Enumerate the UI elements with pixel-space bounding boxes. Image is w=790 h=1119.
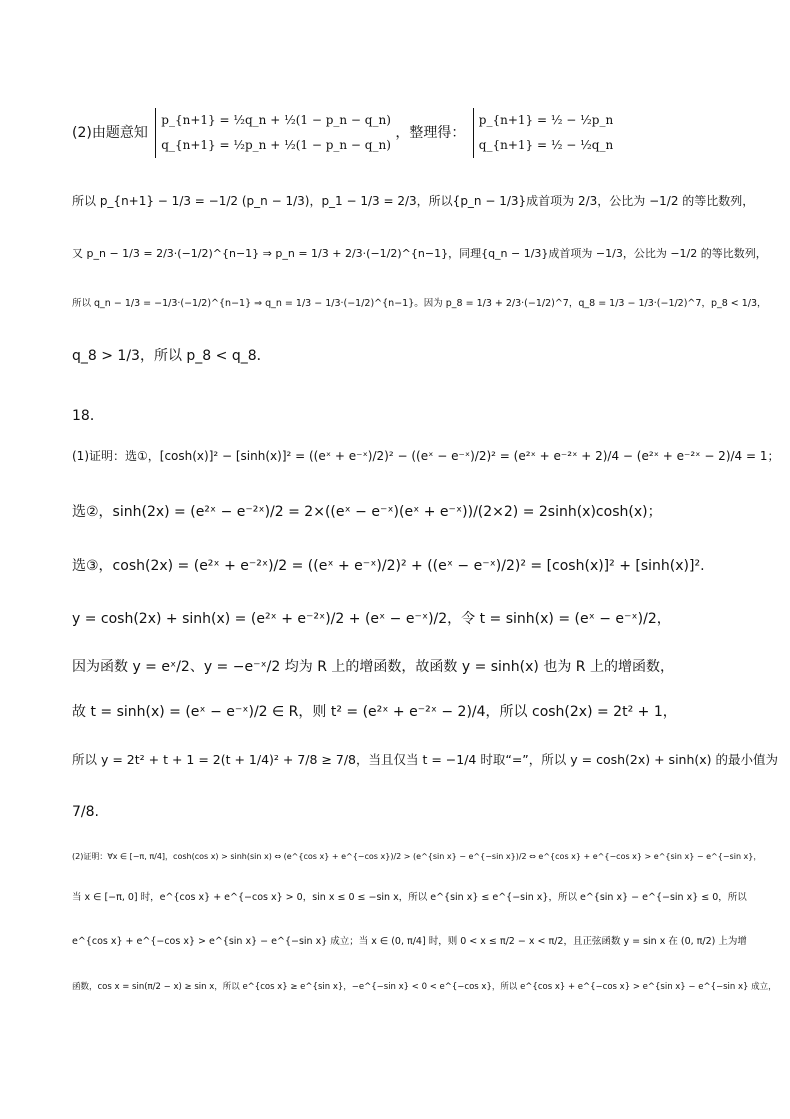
line-5: q_8 > 1/3，所以 p_8 < q_8． (72, 348, 271, 364)
line-16: 当 x ∈ [−π, 0] 时，e^{cos x} + e^{−cos x} > 0，sin x ≤ 0 ≤ −sin x，所以 e^{sin x} ≤ e^{−sin x}，所以 e^{sin x} − e^{−sin x} ≤ 0，所以 (72, 892, 747, 903)
line-15: (2)证明：∀x ∈ [−π, π/4]，cosh(cos x) > sinh(sin x) ⇔ (e^{cos x} + e^{−cos x})/2 > (e^{sin x} − e^{−sin x})/2 ⇔ e^{cos x} + e^{−cos x} > e^{sin x} − e^{−sin x}， (72, 852, 762, 861)
equation-system-original (155, 108, 391, 158)
line-12: 故 t = sinh(x) = (eˣ − e⁻ˣ)/2 ∈ R，则 t² = (e²ˣ + e⁻²ˣ − 2)/4，所以 cosh(2x) = 2t² + 1， (72, 704, 677, 720)
line-10: y = cosh(2x) + sinh(x) = (e²ˣ + e⁻²ˣ)/2 + (eˣ − e⁻ˣ)/2，令 t = sinh(x) = (eˣ − e⁻ˣ)/2， (72, 611, 671, 627)
equation-system-simplified (473, 108, 613, 158)
line-13: 所以 y = 2t² + t + 1 = 2(t + 1/4)² + 7/8 ≥ 7/8，当且仅当 t = −1/4 时取“=”，所以 y = cosh(2x) + sinh(x) 的最小值为 (72, 752, 779, 767)
text-intro: (2)由题意知 (72, 125, 148, 142)
equation-p-simplified: p_{n+1} = ½ − ½p_n (478, 113, 614, 127)
text-simplify: ，整理得： (395, 125, 466, 142)
line-3: 又 p_n − 1/3 = 2/3·(−1/2)^{n−1} ⇒ p_n = 1/3 + 2/3·(−1/2)^{n−1}，同理{q_n − 1/3}成首项为 −1/3，公比为 −1/2 的等比数列， (72, 247, 767, 260)
line-18: 函数，cos x = sin(π/2 − x) ≥ sin x，所以 e^{cos x} ≥ e^{sin x}，−e^{−sin x} < 0 < e^{−cos x}，所以 e^{cos x} + e^{−cos x} > e^{sin x} − e^{−sin x} 成立， (72, 982, 777, 992)
line-8: 选②，sinh(2x) = (e²ˣ − e⁻²ˣ)/2 = 2×((eˣ − e⁻ˣ)(eˣ + e⁻ˣ))/(2×2) = 2sinh(x)cosh(x)； (72, 504, 662, 520)
line-14: 7/8. (72, 804, 99, 820)
line-17: e^{cos x} + e^{−cos x} > e^{sin x} − e^{−sin x} 成立；当 x ∈ (0, π/4] 时，则 0 < x ≤ π/2 − x < π/2，且正弦函数 y = sin x 在 (0, π/2) 上为增 (72, 936, 747, 947)
line-1 (72, 108, 613, 158)
line-4: 所以 q_n − 1/3 = −1/3·(−1/2)^{n−1} ⇒ q_n = 1/3 − 1/3·(−1/2)^{n−1}。因为 p_8 = 1/3 + 2/3·(−1/2)^7，q_8 = 1/3 − 1/3·(−1/2)^7，p_8 < 1/3， (72, 298, 767, 309)
line-2: 所以 p_{n+1} − 1/3 = −1/2 (p_n − 1/3)，p_1 − 1/3 = 2/3，所以{p_n − 1/3}成首项为 2/3，公比为 −1/2 的等比数列， (72, 194, 755, 208)
line-9: 选③，cosh(2x) = (e²ˣ + e⁻²ˣ)/2 = ((eˣ + e⁻ˣ)/2)² + ((eˣ − e⁻ˣ)/2)² = [cosh(x)]² + [sinh(x)]². (72, 558, 705, 574)
equation-p: p_{n+1} = ½q_n + ½(1 − p_n − q_n) (161, 113, 391, 127)
equation-q: q_{n+1} = ½p_n + ½(1 − p_n − q_n) (161, 138, 391, 153)
problem-number-18: 18． (72, 408, 104, 424)
line-7: (1)证明：选①，[cosh(x)]² − [sinh(x)]² = ((eˣ + e⁻ˣ)/2)² − ((eˣ − e⁻ˣ)/2)² = (e²ˣ + e⁻²ˣ + 2)/4 − (e²ˣ + e⁻²ˣ − 2)/4 = 1； (72, 449, 780, 463)
equation-q-simplified: q_{n+1} = ½ − ½q_n (478, 138, 614, 153)
line-11: 因为函数 y = eˣ/2、y = −e⁻ˣ/2 均为 R 上的增函数，故函数 y = sinh(x) 也为 R 上的增函数， (72, 659, 674, 675)
